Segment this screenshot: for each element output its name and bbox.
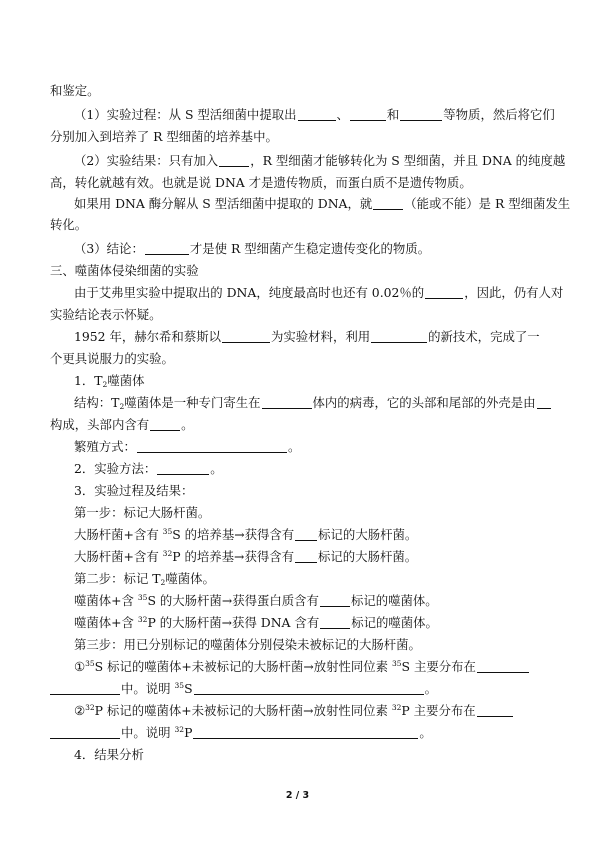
text-line: 结构：$T_2$噬菌体是一种专门寄生在 体内的病毒，它的头部和尾部的外壳是由 <box>74 394 550 412</box>
text-line: 第一步：标记大肠杆菌。 <box>74 505 211 520</box>
answer-blank[interactable] <box>50 726 120 739</box>
answer-blank[interactable] <box>262 396 312 409</box>
text-line: 中。说明 $^{32}$P 。 <box>50 724 550 742</box>
text-line: 转化。 <box>50 217 88 232</box>
answer-blank[interactable] <box>477 660 529 673</box>
answer-blank[interactable] <box>425 286 463 299</box>
section-heading: 三、噬菌体侵染细菌的实验 <box>50 263 199 278</box>
text-line: 大肠杆菌+含有 $^{35}$S 的培养基→获得含有 标记的大肠杆菌。 <box>74 527 418 542</box>
text-line: ①$^{35}$S 标记的噬菌体+未被标记的大肠杆菌→放射性同位素 $^{35}$S 主要分布在 <box>74 658 550 676</box>
answer-blank[interactable] <box>320 594 350 607</box>
text-line: 2．实验方法： 。 <box>74 461 223 476</box>
answer-blank[interactable] <box>295 550 317 563</box>
answer-blank[interactable] <box>150 418 180 431</box>
text-line: 实验结论表示怀疑。 <box>50 307 162 322</box>
answer-blank[interactable] <box>400 108 442 121</box>
text-line: 和鉴定。 <box>50 83 100 98</box>
text-line: 噬菌体+含 $^{35}$S 的大肠杆菌→获得蛋白质含有 标记的噬菌体。 <box>74 593 438 608</box>
text-line: 大肠杆菌+含有 $^{32}$P 的培养基→获得含有 标记的大肠杆菌。 <box>74 549 418 564</box>
text-line: （1）实验过程：从 S 型活细菌中提取出 、 和 等物质，然后将它们 <box>74 107 555 122</box>
answer-blank[interactable] <box>145 242 189 255</box>
page-number: 2 / 3 <box>285 790 310 801</box>
answer-blank[interactable] <box>373 197 403 210</box>
answer-blank[interactable] <box>298 108 336 121</box>
text-line: 中。说明 $^{35}$S 。 <box>50 680 550 698</box>
text-line: 分别加入到培养了 R 型细菌的培养基中。 <box>50 129 278 144</box>
text-line: （3）结论： 才是使 R 型细菌产生稳定遗传变化的物质。 <box>74 241 431 256</box>
text-line: 噬菌体+含 $^{32}$P 的大肠杆菌→获得 DNA 含有 标记的噬菌体。 <box>74 615 438 630</box>
answer-blank[interactable] <box>194 682 424 695</box>
subheading: 4．结果分析 <box>74 747 144 762</box>
answer-blank[interactable] <box>219 154 249 167</box>
answer-blank[interactable] <box>295 528 317 541</box>
answer-blank[interactable] <box>50 682 120 695</box>
answer-blank[interactable] <box>157 462 209 475</box>
text-line: 构成，头部内含有 。 <box>50 417 194 432</box>
text-line: 个更具说服力的实验。 <box>50 351 174 366</box>
answer-blank[interactable] <box>350 108 386 121</box>
text-line: 如果用 DNA 酶分解从 S 型活细菌中提取的 DNA，就 （能或不能）是 R 型细菌发生 <box>74 196 571 211</box>
text-line: 繁殖方式： 。 <box>74 439 301 454</box>
text-line: （2）实验结果：只有加入 ，R 型细菌才能够转化为 S 型细菌，并且 DNA 的纯度越 <box>74 153 566 168</box>
answer-blank[interactable] <box>193 726 418 739</box>
text-line: 1952 年，赫尔希和蔡斯以 为实验材料，利用 的新技术，完成了一 <box>74 329 540 344</box>
text-line: 高，转化就越有效。也就是说 DNA 才是遗传物质，而蛋白质不是遗传物质。 <box>50 175 472 190</box>
answer-blank[interactable] <box>320 616 350 629</box>
subheading: 3．实验过程及结果： <box>74 483 194 498</box>
answer-blank[interactable] <box>537 396 551 409</box>
answer-blank[interactable] <box>222 330 270 343</box>
answer-blank[interactable] <box>371 330 427 343</box>
text-line: 由于艾弗里实验中提取出的 DNA，纯度最高时也还有 0.02％的 ，因此，仍有人对 <box>74 285 564 300</box>
text-line: ②$^{32}$P 标记的噬菌体+未被标记的大肠杆菌→放射性同位素 $^{32}$P 主要分布在 <box>74 702 550 720</box>
text-line: 第三步：用已分别标记的噬菌体分别侵染未被标记的大肠杆菌。 <box>74 637 421 652</box>
subheading: 1．$T_2$噬菌体 <box>74 373 145 389</box>
text-line: 第二步：标记 $T_2$噬菌体。 <box>74 571 215 587</box>
answer-blank[interactable] <box>477 704 513 717</box>
answer-blank[interactable] <box>137 440 287 453</box>
